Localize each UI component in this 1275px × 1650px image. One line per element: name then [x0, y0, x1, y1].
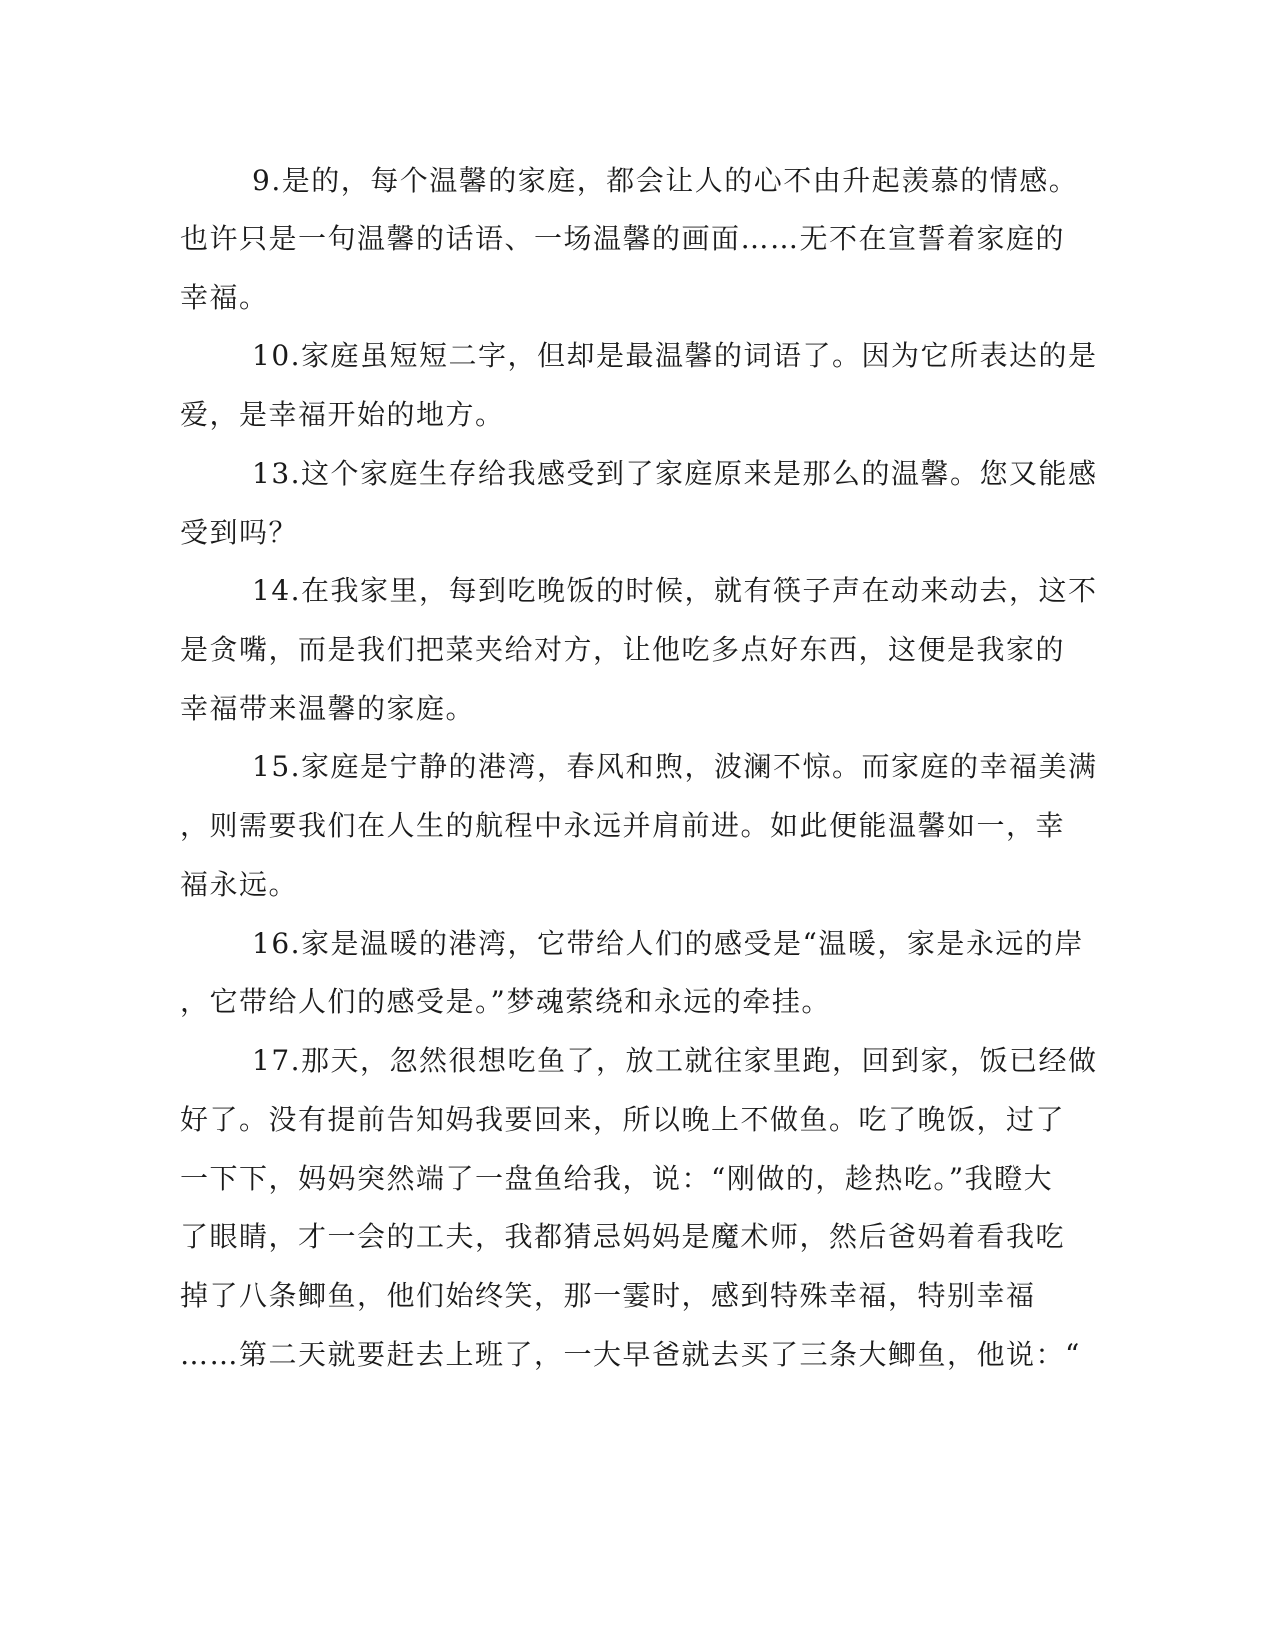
paragraph-17-line-4: 了眼睛，才一会的工夫，我都猜忌妈妈是魔术师，然后爸妈着看我吃 [180, 1220, 1066, 1253]
paragraph-16-line-2: ，它带给人们的感受是。”梦魂萦绕和永远的牵挂。 [180, 985, 831, 1018]
paragraph-9-line-1: 9.是的，每个温馨的家庭，都会让人的心不由升起羡慕的情感。 [252, 164, 1079, 197]
paragraph-17-line-5: 掉了八条鲫鱼，他们始终笑，那一霎时，感到特殊幸福，特别幸福 [180, 1279, 1036, 1312]
paragraph-13-line-2: 受到吗？ [180, 516, 299, 549]
paragraph-9-line-3: 幸福。 [180, 281, 269, 314]
paragraph-14-line-3: 幸福带来温馨的家庭。 [180, 692, 476, 725]
paragraph-17-line-3: 一下下，妈妈突然端了一盘鱼给我，说：“刚做的，趁热吃。”我瞪大 [180, 1162, 1054, 1195]
paragraph-15-line-3: 福永远。 [180, 868, 299, 901]
paragraph-9-line-2: 也许只是一句温馨的话语、一场温馨的画面……无不在宣誓着家庭的 [180, 222, 1066, 255]
paragraph-15-line-2: ，则需要我们在人生的航程中永远并肩前进。如此便能温馨如一，幸 [180, 809, 1066, 842]
paragraph-15-line-1: 15.家庭是宁静的港湾，春风和煦，波澜不惊。而家庭的幸福美满 [252, 750, 1098, 783]
paragraph-13-line-1: 13.这个家庭生存给我感受到了家庭原来是那么的温馨。您又能感 [252, 457, 1098, 490]
paragraph-10-line-2: 爱，是幸福开始的地方。 [180, 398, 505, 431]
paragraph-17-line-1: 17.那天，忽然很想吃鱼了，放工就往家里跑，回到家，饭已经做 [252, 1044, 1098, 1077]
paragraph-16-line-1: 16.家是温暖的港湾，它带给人们的感受是“温暖，家是永远的岸 [252, 927, 1084, 960]
paragraph-14-line-2: 是贪嘴，而是我们把菜夹给对方，让他吃多点好东西，这便是我家的 [180, 633, 1066, 666]
paragraph-14-line-1: 14.在我家里，每到吃晚饭的时候，就有筷子声在动来动去，这不 [252, 574, 1098, 607]
paragraph-17-line-6: ……第二天就要赶去上班了，一大早爸就去买了三条大鲫鱼，他说：“ [180, 1338, 1081, 1371]
paragraph-17-line-2: 好了。没有提前告知妈我要回来，所以晚上不做鱼。吃了晚饭，过了 [180, 1103, 1066, 1136]
paragraph-10-line-1: 10.家庭虽短短二字，但却是最温馨的词语了。因为它所表达的是 [252, 339, 1098, 372]
